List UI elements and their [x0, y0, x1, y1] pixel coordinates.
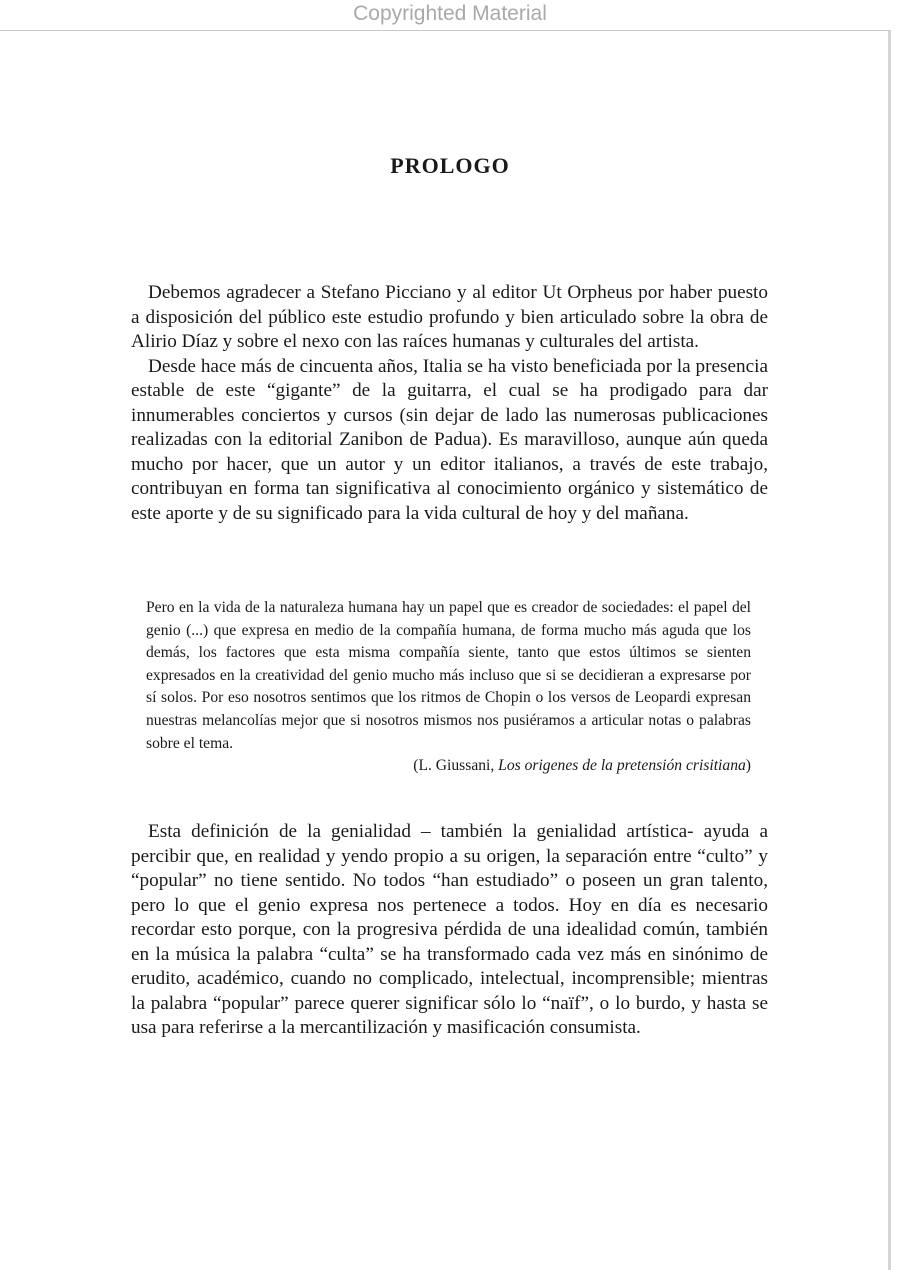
page-title: PROLOGO [390, 153, 510, 178]
paragraph-italy: Desde hace más de cincuenta años, Italia se ha visto beneficiada por la presencia estable de este “gigante” de la guitarra, el cual se ha prodigado para dar innumerables conciertos y cursos (sin dejar de lado las numerosas publicaciones realizadas con la editorial Zanibon de Padua). Es maravilloso, aunque aún queda mucho por hacer, que un autor y un editor italianos, a través de este trabajo, contribuyan en forma tan significativa al conocimiento orgánico y sistemático de este aporte y de su significado para la vida cultural de hoy y del mañana. [131, 355, 768, 524]
quote-attribution [146, 755, 751, 778]
copyright-banner: Copyrighted Material [353, 2, 547, 25]
quote-text: Pero en la vida de la naturaleza humana hay un papel que es creador de sociedades: el papel del genio (...) que expresa en medio de la compañía humana, de forma mucho más aguda que los demás, los factores que esta misma compañía siente, tanto que estos últimos se sienten expresados en la creatividad del genio mucho más incluso que si se decidieran a expresarse por sí solos. Por eso nosotros sentimos que los ritmos de Chopin o los versos de Leopardi expresan nuestras melancolías mejor que si nosotros mismos nos pusiéramos a articular notas o palabras sobre el tema. [146, 599, 751, 752]
quote-attribution-close: ) [745, 757, 751, 775]
prologue-body [131, 281, 768, 526]
paragraph-genius-definition: Esta definición de la genialidad – también la genialidad artística- ayuda a percibir que, en realidad y yendo propio a su origen, la separación entre “culto” y “popular” no tiene sentido. No todos “han estudiado” o poseen un gran talento, pero lo que el genio expresa nos pertenece a todos. Hoy en día es necesario recordar esto porque, con la progresiva pérdida de una idealidad común, también en la música la palabra “culta” se ha transformado cada vez más en sinónimo de erudito, académico, cuando no complicado, intelectual, incomprensible; mientras la palabra “popular” parece querer significar sólo lo “naïf”, o lo burdo, y hasta se usa para referirse a la mercantilización y masificación consumista. [131, 821, 768, 1038]
block-quote [146, 597, 751, 778]
closing-body [131, 820, 768, 1041]
quote-attribution-work: Los origenes de la pretensión crisitiana [498, 757, 746, 775]
quote-attribution-open: (L. Giussani, [413, 757, 499, 775]
paragraph-acknowledgement: Debemos agradecer a Stefano Picciano y al editor Ut Orpheus por haber puesto a disposición del público este estudio profundo y bien articulado sobre la obra de Alirio Díaz y sobre el nexo con las raíces humanas y culturales del artista. [131, 282, 768, 352]
